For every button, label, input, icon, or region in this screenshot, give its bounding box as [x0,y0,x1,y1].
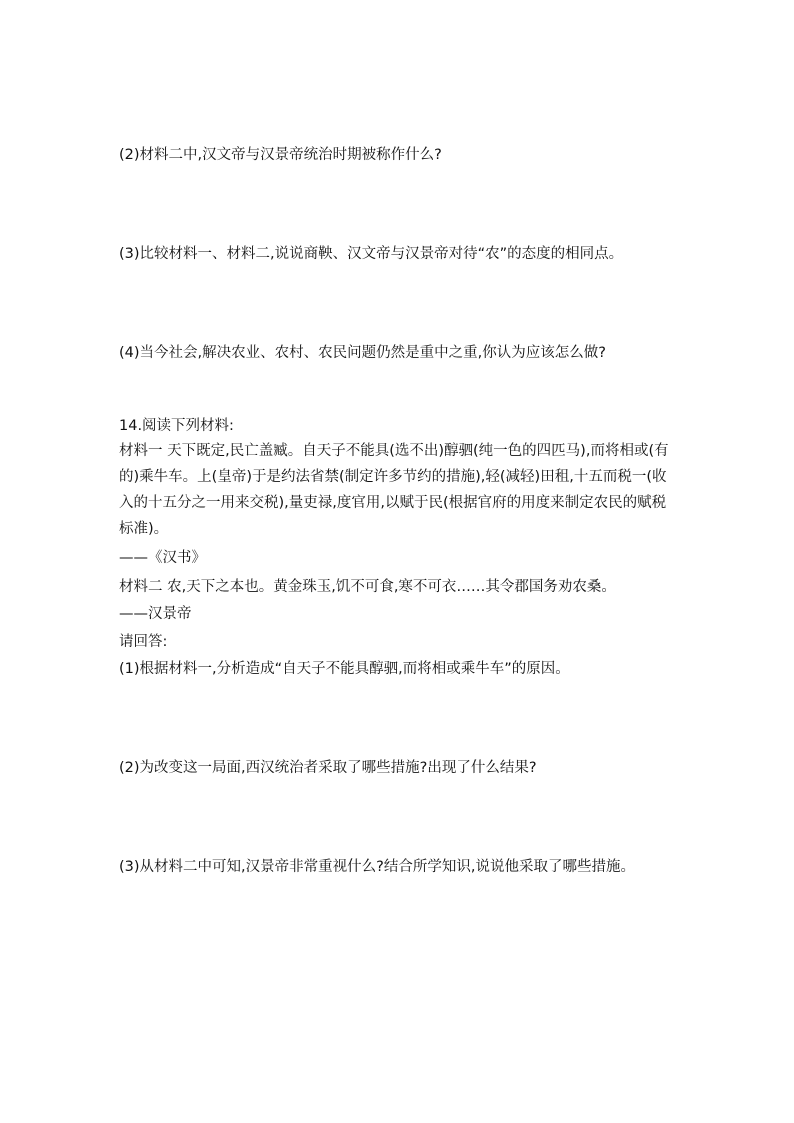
question-14-title: 14.阅读下列材料: [119,418,234,434]
please-answer-label: 请回答: [119,634,168,650]
sub-question-1: (1)根据材料一,分析造成“自天子不能具醇驷,而将相或乘牛车”的原因。 [119,661,570,677]
sub-question-3: (3)从材料二中可知,汉景帝非常重视什么?结合所学知识,说说他采取了哪些措施。 [119,859,635,875]
material-1-source: ——《汉书》 [119,550,206,566]
material-2-source: ——汉景帝 [119,606,192,622]
question-4-previous: (4)当今社会,解决农业、农村、农民问题仍然是重中之重,你认为应该怎么做? [119,345,606,361]
question-3-previous: (3)比较材料一、材料二,说说商鞅、汉文帝与汉景帝对待“农”的态度的相同点。 [119,246,624,262]
question-2-previous: (2)材料二中,汉文帝与汉景帝统治时期被称作什么? [119,147,442,163]
sub-question-2: (2)为改变这一局面,西汉统治者采取了哪些措施?出现了什么结果? [119,760,537,776]
material-2-text: 材料二 农,天下之本也。黄金珠玉,饥不可食,寒不可衣……其令郡国务劝农桑。 [119,579,616,595]
material-1-text: 材料一 天下既定,民亡盖臧。自天子不能具(选不出)醇驷(纯一色的四匹马),而将相或(有的)乘牛车。上(皇帝)于是约法省禁(制定许多节约的措施),轻(减轻)田租,十五而税一(收入的十五分之一用来交税),量吏禄,度官用,以赋于民(根据官府的用度来制定农民的赋税标准)。 [119,443,669,537]
